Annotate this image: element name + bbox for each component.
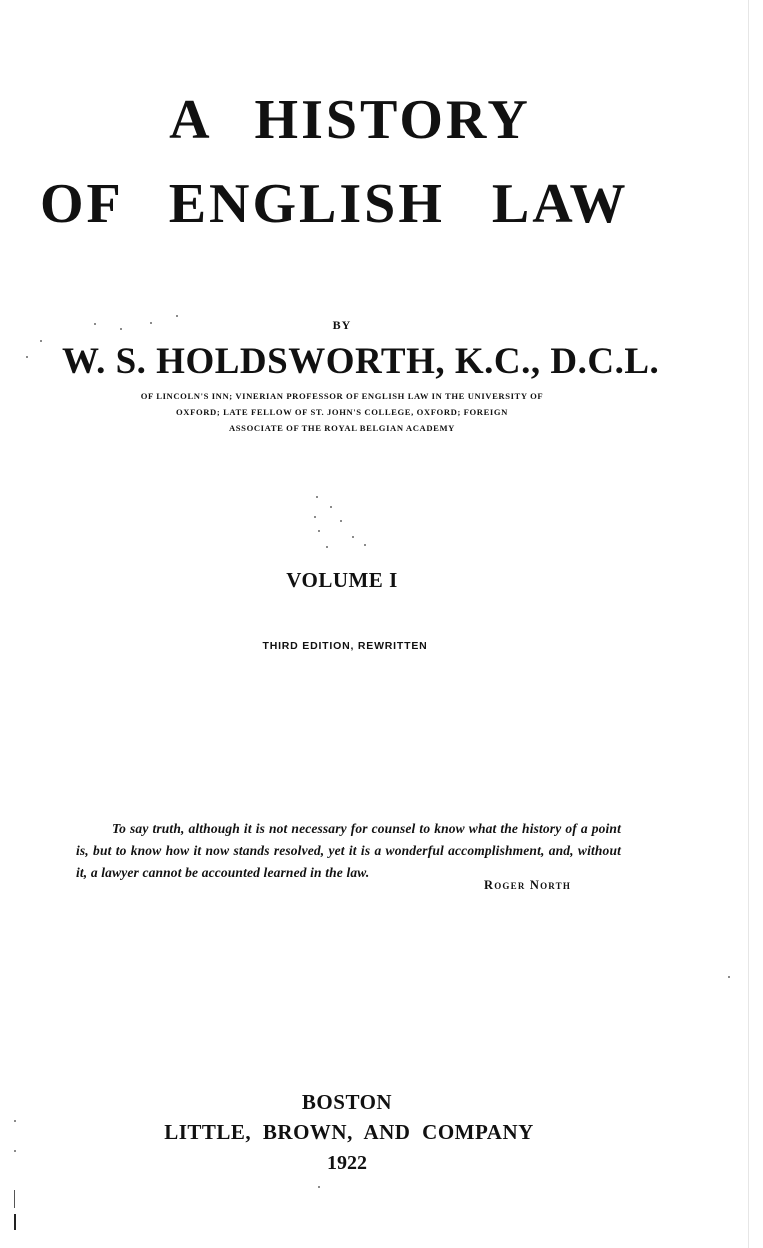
scan-speck bbox=[94, 323, 96, 325]
imprint-year: 1922 bbox=[327, 1152, 367, 1174]
scan-speck bbox=[26, 356, 28, 358]
scan-speck bbox=[330, 506, 332, 508]
scan-speck bbox=[318, 1186, 320, 1188]
credentials-line-1: OF LINCOLN'S INN; VINERIAN PROFESSOR OF ENGLISH LAW IN THE UNIVERSITY OF bbox=[140, 391, 544, 401]
scan-speck bbox=[176, 315, 178, 317]
credentials-line-2: OXFORD; LATE FELLOW OF ST. JOHN'S COLLEGE, OXFORD; FOREIGN bbox=[176, 407, 508, 417]
binding-edge-mark bbox=[14, 1190, 15, 1208]
epigraph-attribution: Roger North bbox=[484, 878, 572, 892]
scan-speck bbox=[728, 976, 730, 978]
scan-speck bbox=[340, 520, 342, 522]
scan-speck bbox=[364, 544, 366, 546]
scan-speck bbox=[326, 546, 328, 548]
scan-speck bbox=[316, 496, 318, 498]
scan-speck bbox=[314, 516, 316, 518]
volume-label: VOLUME I bbox=[286, 568, 398, 592]
scan-speck bbox=[352, 536, 354, 538]
imprint-city: BOSTON bbox=[301, 1090, 393, 1114]
title-line-2: OF ENGLISH LAW bbox=[40, 173, 629, 235]
title-line-1: A HISTORY bbox=[169, 89, 531, 151]
scan-speck bbox=[14, 1120, 16, 1122]
by-label: BY bbox=[332, 318, 352, 332]
scan-speck bbox=[120, 328, 122, 330]
author-credentials bbox=[0, 388, 684, 436]
scan-speck bbox=[14, 1150, 16, 1152]
imprint-publisher: LITTLE, BROWN, AND COMPANY bbox=[164, 1120, 534, 1144]
page-edge-shadow bbox=[748, 0, 749, 1248]
author-name: W. S. HOLDSWORTH, K.C., D.C.L. bbox=[62, 341, 660, 382]
scan-speck bbox=[150, 322, 152, 324]
scan-speck bbox=[40, 340, 42, 342]
binding-edge-mark bbox=[14, 1214, 16, 1230]
epigraph-quote: To say truth, although it is not necessary for counsel to know what the history of a point is, but to know how it now stands resolved, yet it is a wonderful accomplishment, and, without it, a lawyer cannot be accounted learned in the law. bbox=[76, 821, 621, 880]
credentials-line-3: ASSOCIATE OF THE ROYAL BELGIAN ACADEMY bbox=[229, 423, 455, 433]
edition-label: THIRD EDITION, REWRITTEN bbox=[262, 640, 428, 652]
scan-speck bbox=[318, 530, 320, 532]
